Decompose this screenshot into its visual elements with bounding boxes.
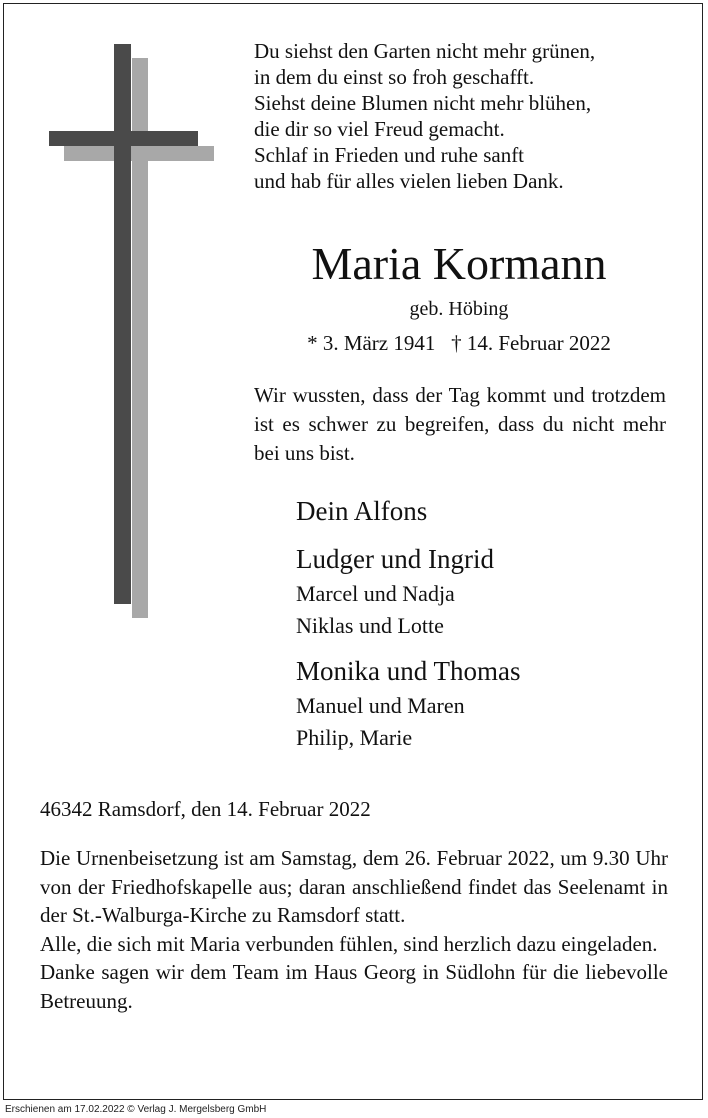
life-dates: * 3. März 1941 † 14. Februar 2022 bbox=[307, 331, 611, 355]
deceased-name: Maria Kormann bbox=[311, 238, 607, 289]
family-group bbox=[296, 652, 676, 754]
poem-line: und hab für alles vielen lieben Dank. bbox=[254, 169, 564, 193]
family-head: Dein Alfons bbox=[296, 496, 428, 526]
poem-line: in dem du einst so froh geschafft. bbox=[254, 65, 535, 89]
place-date: 46342 Ramsdorf, den 14. Februar 2022 bbox=[40, 797, 371, 821]
funeral-notice bbox=[40, 844, 668, 1015]
family-group bbox=[296, 540, 676, 642]
cross-shadow-horizontal bbox=[64, 146, 214, 161]
poem bbox=[254, 38, 694, 194]
family-head: Ludger und Ingrid bbox=[296, 544, 494, 574]
family-member: Niklas und Lotte bbox=[296, 613, 444, 638]
poem-line: die dir so viel Freud gemacht. bbox=[254, 117, 505, 141]
quote-text: Wir wussten, dass der Tag kommt und trotzdem ist es schwer zu begreifen, dass du nicht mehr bei uns bist. bbox=[254, 383, 666, 465]
family-member: Philip, Marie bbox=[296, 725, 413, 750]
notice-paragraph: Danke sagen wir dem Team im Haus Georg in Südlohn für die liebevolle Betreuung. bbox=[40, 960, 668, 1013]
family-member: Marcel und Nadja bbox=[296, 581, 455, 606]
family-member: Manuel und Maren bbox=[296, 693, 465, 718]
publication-footer: Erschienen am 17.02.2022 © Verlag J. Mergelsberg GmbH bbox=[0, 1101, 708, 1118]
cross-horizontal-beam bbox=[49, 131, 198, 146]
cross-vertical-beam bbox=[114, 44, 131, 604]
birth-name: geb. Höbing bbox=[409, 298, 509, 320]
notice-paragraph: Die Urnenbeisetzung ist am Samstag, dem 26. Februar 2022, um 9.30 Uhr von der Friedhofskapelle aus; daran anschließend findet das Seelenamt in der St.-Walburga-Kirche zu Ramsdorf statt. bbox=[40, 846, 668, 927]
notice-paragraph: Alle, die sich mit Maria verbunden fühlen, sind herzlich dazu eingeladen. bbox=[40, 931, 658, 956]
poem-line: Siehst deine Blumen nicht mehr blühen, bbox=[254, 91, 592, 115]
poem-line: Schlaf in Frieden und ruhe sanft bbox=[254, 143, 525, 167]
family-list bbox=[296, 492, 676, 764]
family-group bbox=[296, 492, 676, 530]
family-head: Monika und Thomas bbox=[296, 656, 521, 686]
poem-line: Du siehst den Garten nicht mehr grünen, bbox=[254, 39, 596, 63]
